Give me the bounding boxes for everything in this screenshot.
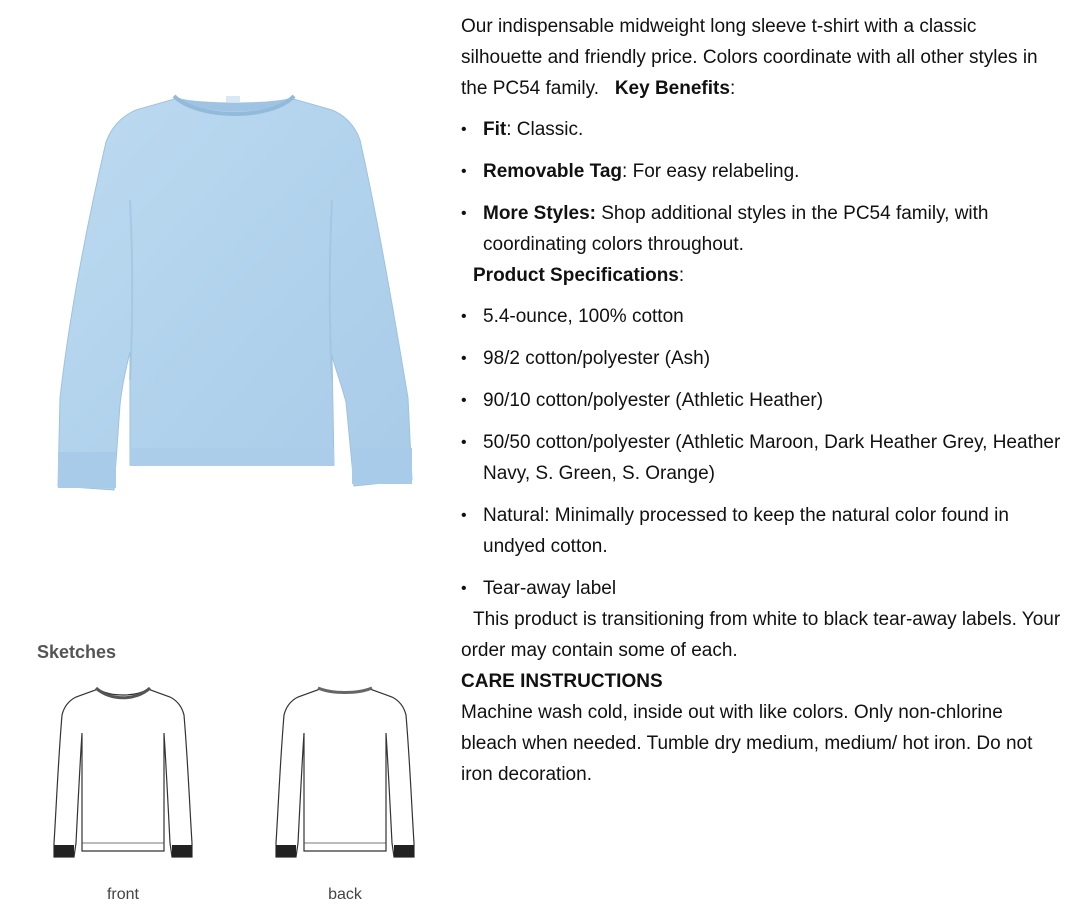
list-item: • 50/50 cotton/polyester (Athletic Maroon, Dark Heather Grey, Heather Navy, S. Green, S. Orange) bbox=[461, 427, 1061, 489]
product-description bbox=[461, 11, 1061, 790]
list-item bbox=[461, 156, 1061, 187]
care-heading: CARE INSTRUCTIONS bbox=[461, 671, 663, 692]
benefit-text: Shop additional styles in the PC54 family, with coordinating colors throughout. bbox=[483, 203, 989, 255]
specs-list bbox=[461, 301, 1061, 604]
product-photo bbox=[50, 80, 420, 495]
benefit-label: More Styles: bbox=[483, 203, 596, 224]
list-item: • 5.4-ounce, 100% cotton bbox=[461, 301, 1061, 332]
specs-heading-line: Product Specifications: bbox=[473, 265, 685, 286]
notice-text: This product is transitioning from white to black tear-away labels. Your order may contain some of each. bbox=[461, 609, 1061, 661]
list-item: • 98/2 cotton/polyester (Ash) bbox=[461, 343, 1061, 374]
tshirt-front-sketch-icon bbox=[48, 683, 198, 863]
tshirt-back-sketch-icon bbox=[270, 683, 420, 863]
benefit-label: Removable Tag bbox=[483, 161, 623, 182]
sketch-back bbox=[270, 683, 420, 863]
intro-paragraph: Our indispensable midweight long sleeve t-shirt with a classic silhouette and friendly price. Colors coordinate with all other styles in the PC54 family. Key Benefits: bbox=[461, 16, 1038, 99]
list-item: • Natural: Minimally processed to keep the natural color found in undyed cotton. bbox=[461, 500, 1061, 562]
benefits-list bbox=[461, 114, 1061, 260]
benefit-text: : Classic. bbox=[506, 119, 584, 140]
list-item bbox=[461, 114, 1061, 145]
list-item: • 90/10 cotton/polyester (Athletic Heather) bbox=[461, 385, 1061, 416]
care-text: Machine wash cold, inside out with like colors. Only non-chlorine bleach when needed. Tumble dry medium, medium/ hot iron. Do not iron decoration. bbox=[461, 702, 1033, 785]
key-benefits-label: Key Benefits bbox=[614, 78, 730, 99]
label-notice bbox=[461, 604, 1061, 666]
benefit-label: Fit bbox=[483, 119, 507, 140]
sketch-front bbox=[48, 683, 198, 863]
intro-text: Our indispensable midweight long sleeve t-shirt with a classic silhouette and friendly price. Colors coordinate with all other styles in the PC54 family. bbox=[461, 16, 1038, 99]
list-item bbox=[461, 198, 1061, 260]
benefit-text: : For easy relabeling. bbox=[622, 161, 800, 182]
specs-heading: Product Specifications bbox=[473, 265, 679, 286]
sketches-title: Sketches bbox=[37, 642, 117, 662]
sketch-front-label: front bbox=[106, 886, 139, 903]
sketch-back-label: back bbox=[328, 886, 362, 903]
list-item: • Tear-away label bbox=[461, 573, 1061, 604]
long-sleeve-tshirt-photo-icon bbox=[50, 80, 420, 495]
